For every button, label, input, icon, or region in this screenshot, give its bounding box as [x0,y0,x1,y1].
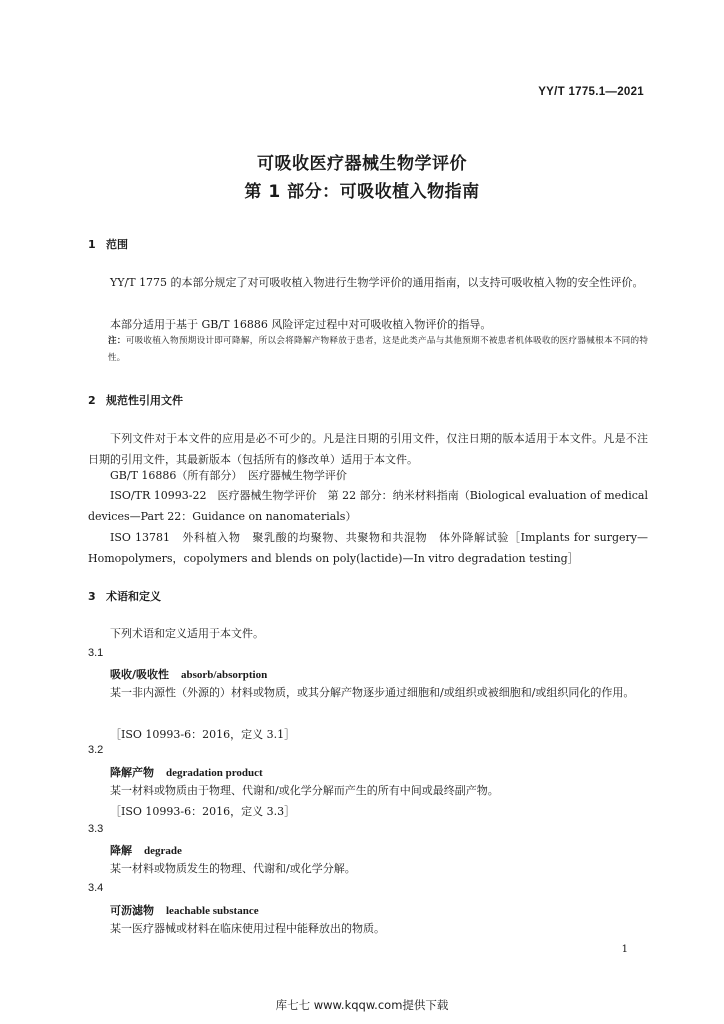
term-number: 3.4 [88,882,104,894]
section-heading-1 [88,236,128,252]
document-subtitle: 第 1 部分：可吸收植入物指南 [244,182,480,202]
reference-item: GB/T 16886（所有部分） 医疗器械生物学评价 [110,469,347,482]
term-source: ［ISO 10993-6：2016，定义 3.3］ [110,805,296,818]
note-text: 可吸收植入物预期设计即可降解，所以会将降解产物释放于患者，这是此类产品与其他预期不被患者机体吸收的医疗器械根本不同的特性。 [108,336,648,363]
page-number: 1 [621,944,628,955]
section-heading-3 [88,588,161,604]
section-title: 规范性引用文件 [106,394,183,407]
reference-item: ISO/TR 10993-22 医疗器械生物学评价 第 22 部分：纳米材料指南（Biological evaluation of medical devices—Part 22：Guidance on nanomaterials） [88,489,648,523]
term-definition: 某一非内源性（外源的）材料或物质，或其分解产物逐步通过细胞和/或组织或被细胞和/或组织同化的作用。 [110,686,635,699]
document-title: 可吸收医疗器械生物学评价 [257,154,467,174]
term-definition: 某一医疗器械或材料在临床使用过程中能释放出的物质。 [110,922,385,935]
term-zh: 吸收/吸收性 [110,668,170,681]
paragraph: 下列文件对于本文件的应用是必不可少的。凡是注日期的引用文件，仅注日期的版本适用于本文件。凡是不注日期的引用文件，其最新版本（包括所有的修改单）适用于本文件。 [88,432,648,466]
term-number: 3.1 [88,647,104,659]
section-heading-2 [88,392,183,408]
download-footer: 库七七 www.kqqw.com提供下载 [275,998,449,1012]
reference-item: ISO 13781 外科植入物 聚乳酸的均聚物、共聚物和共混物 体外降解试验［Implants for surgery—Homopolymers，copolymers and blends on poly(lactide)—In vitro degradation testing］ [88,531,648,565]
term-definition: 某一材料或物质发生的物理、代谢和/或化学分解。 [110,862,356,875]
term-zh: 可沥滤物 [110,904,154,917]
section-title: 范围 [106,238,128,251]
term-source: ［ISO 10993-6：2016，定义 3.1］ [110,728,296,741]
paragraph: YY/T 1775 的本部分规定了对可吸收植入物进行生物学评价的通用指南，以支持可吸收植入物的安全性评价。 [110,276,644,289]
term-zh: 降解 [110,844,132,857]
paragraph: 本部分适用于基于 GB/T 16886 风险评定过程中对可吸收植入物评价的指导。 [110,318,492,331]
term-en: leachable substance [166,905,259,917]
paragraph: 下列术语和定义适用于本文件。 [110,627,264,640]
term-entry [110,902,259,918]
term-number: 3.2 [88,744,104,756]
term-en: degradation product [166,767,263,779]
section-number: 3 [88,590,96,603]
term-entry [110,666,267,682]
term-number: 3.3 [88,823,104,835]
note [108,333,648,367]
section-number: 1 [88,238,96,251]
term-entry [110,842,182,858]
note-label: 注： [108,336,126,346]
term-en: absorb/absorption [181,669,268,681]
section-number: 2 [88,394,96,407]
standard-number: YY/T 1775.1—2021 [538,86,644,98]
term-en: degrade [144,845,182,857]
term-definition: 某一材料或物质由于物理、代谢和/或化学分解而产生的所有中间或最终副产物。 [110,784,499,797]
section-title: 术语和定义 [106,590,161,603]
term-entry [110,764,263,780]
term-zh: 降解产物 [110,766,154,779]
